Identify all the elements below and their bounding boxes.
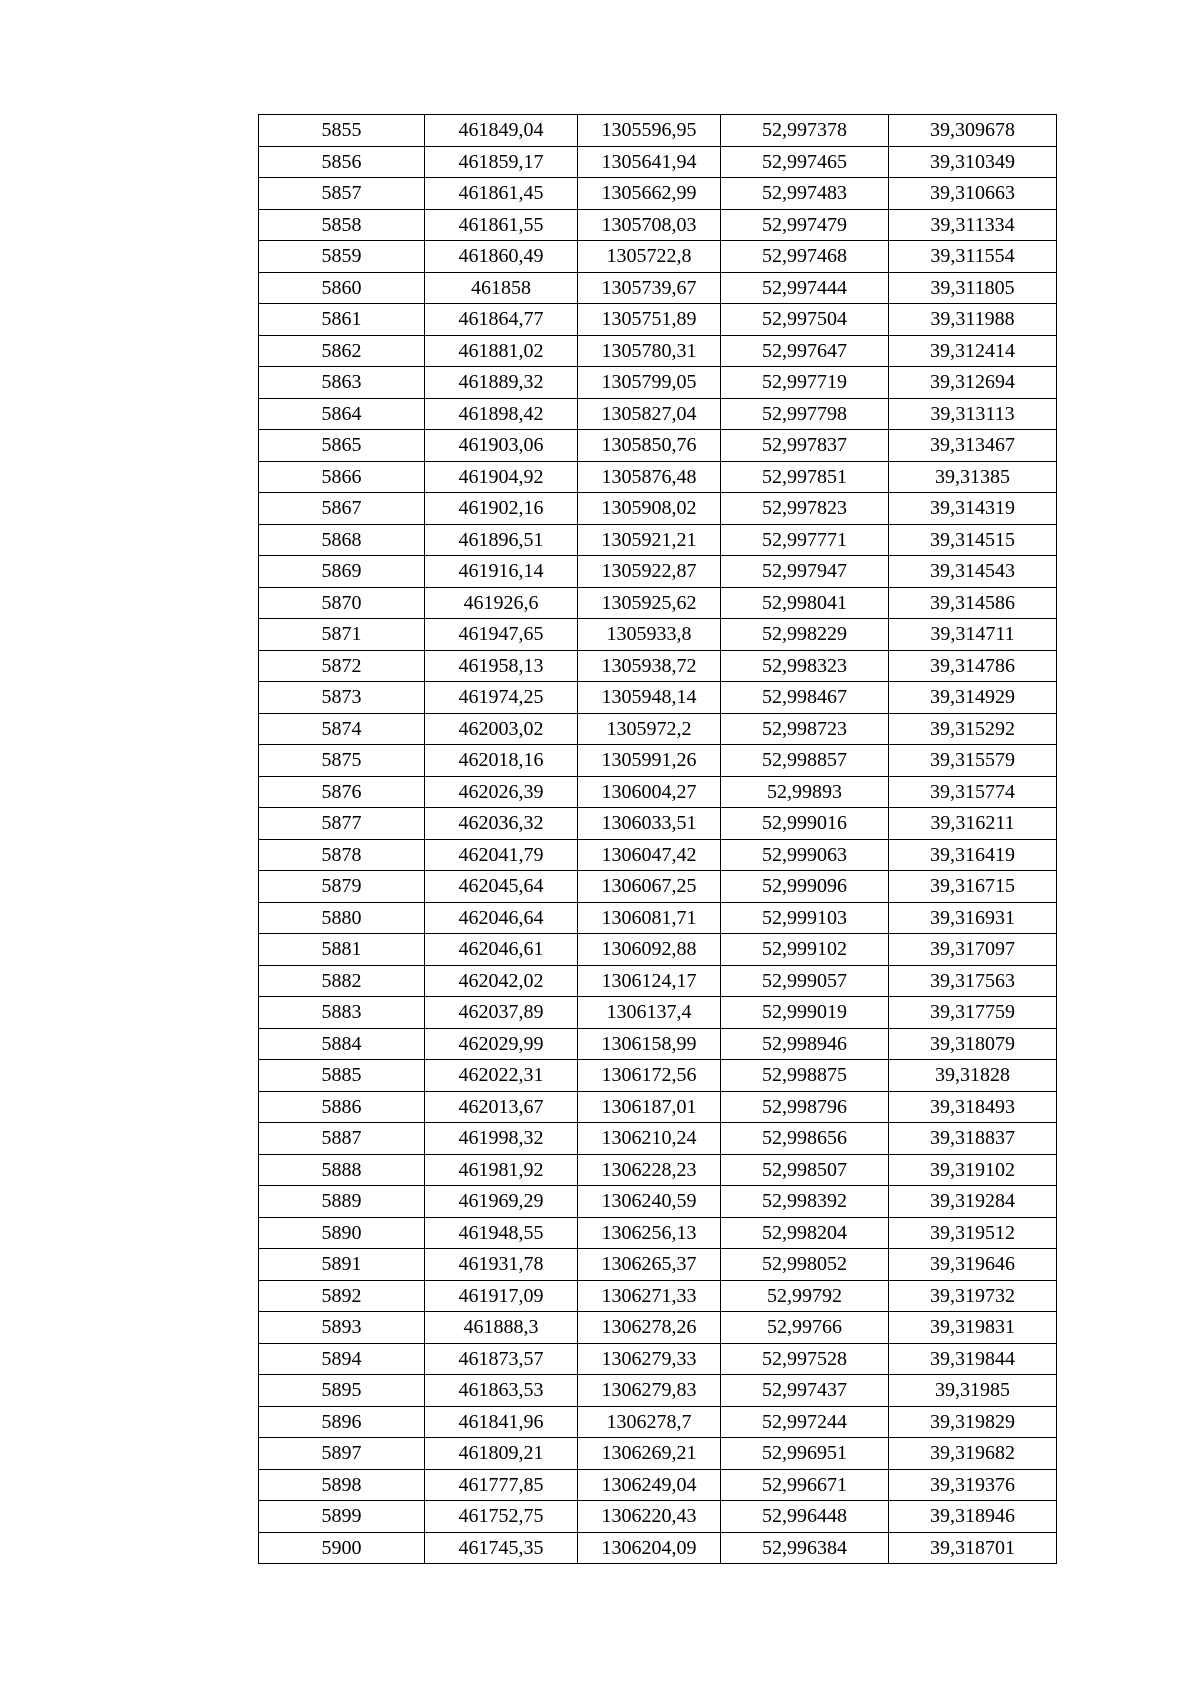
- point-number-cell: 5883: [259, 997, 425, 1029]
- x-coordinate-cell: 461858: [425, 272, 578, 304]
- y-coordinate-cell: 1306256,13: [578, 1217, 721, 1249]
- table-row: [259, 1501, 1057, 1533]
- y-coordinate-cell: 1305933,8: [578, 619, 721, 651]
- point-number-cell: 5898: [259, 1469, 425, 1501]
- longitude-cell: 39,315579: [889, 745, 1057, 777]
- longitude-cell: 39,314319: [889, 493, 1057, 525]
- longitude-cell: 39,315292: [889, 713, 1057, 745]
- x-coordinate-cell: 461903,06: [425, 430, 578, 462]
- latitude-cell: 52,997483: [721, 178, 889, 210]
- latitude-cell: 52,99792: [721, 1280, 889, 1312]
- longitude-cell: 39,314711: [889, 619, 1057, 651]
- point-number-cell: 5862: [259, 335, 425, 367]
- y-coordinate-cell: 1306210,24: [578, 1123, 721, 1155]
- table-row: [259, 146, 1057, 178]
- table-row: [259, 1280, 1057, 1312]
- latitude-cell: 52,998656: [721, 1123, 889, 1155]
- x-coordinate-cell: 461904,92: [425, 461, 578, 493]
- latitude-cell: 52,997798: [721, 398, 889, 430]
- latitude-cell: 52,996448: [721, 1501, 889, 1533]
- longitude-cell: 39,318079: [889, 1028, 1057, 1060]
- point-number-cell: 5878: [259, 839, 425, 871]
- x-coordinate-cell: 462036,32: [425, 808, 578, 840]
- table-row: [259, 178, 1057, 210]
- latitude-cell: 52,999102: [721, 934, 889, 966]
- table-row: [259, 650, 1057, 682]
- x-coordinate-cell: 461841,96: [425, 1406, 578, 1438]
- table-row: [259, 871, 1057, 903]
- y-coordinate-cell: 1306124,17: [578, 965, 721, 997]
- x-coordinate-cell: 461861,45: [425, 178, 578, 210]
- point-number-cell: 5861: [259, 304, 425, 336]
- latitude-cell: 52,997647: [721, 335, 889, 367]
- latitude-cell: 52,998467: [721, 682, 889, 714]
- point-number-cell: 5897: [259, 1438, 425, 1470]
- x-coordinate-cell: 461898,42: [425, 398, 578, 430]
- y-coordinate-cell: 1305922,87: [578, 556, 721, 588]
- longitude-cell: 39,314515: [889, 524, 1057, 556]
- point-number-cell: 5857: [259, 178, 425, 210]
- longitude-cell: 39,319682: [889, 1438, 1057, 1470]
- longitude-cell: 39,311805: [889, 272, 1057, 304]
- x-coordinate-cell: 461752,75: [425, 1501, 578, 1533]
- point-number-cell: 5864: [259, 398, 425, 430]
- longitude-cell: 39,314543: [889, 556, 1057, 588]
- point-number-cell: 5874: [259, 713, 425, 745]
- table-row: [259, 839, 1057, 871]
- y-coordinate-cell: 1306067,25: [578, 871, 721, 903]
- x-coordinate-cell: 461948,55: [425, 1217, 578, 1249]
- longitude-cell: 39,319284: [889, 1186, 1057, 1218]
- latitude-cell: 52,998229: [721, 619, 889, 651]
- y-coordinate-cell: 1306279,83: [578, 1375, 721, 1407]
- longitude-cell: 39,314786: [889, 650, 1057, 682]
- longitude-cell: 39,318493: [889, 1091, 1057, 1123]
- latitude-cell: 52,998875: [721, 1060, 889, 1092]
- latitude-cell: 52,997437: [721, 1375, 889, 1407]
- latitude-cell: 52,999096: [721, 871, 889, 903]
- y-coordinate-cell: 1306092,88: [578, 934, 721, 966]
- longitude-cell: 39,311334: [889, 209, 1057, 241]
- longitude-cell: 39,316211: [889, 808, 1057, 840]
- longitude-cell: 39,316419: [889, 839, 1057, 871]
- longitude-cell: 39,319844: [889, 1343, 1057, 1375]
- point-number-cell: 5892: [259, 1280, 425, 1312]
- point-number-cell: 5890: [259, 1217, 425, 1249]
- longitude-cell: 39,310349: [889, 146, 1057, 178]
- y-coordinate-cell: 1305780,31: [578, 335, 721, 367]
- point-number-cell: 5870: [259, 587, 425, 619]
- y-coordinate-cell: 1306158,99: [578, 1028, 721, 1060]
- x-coordinate-cell: 462045,64: [425, 871, 578, 903]
- table-row: [259, 965, 1057, 997]
- table-row: [259, 619, 1057, 651]
- latitude-cell: 52,997468: [721, 241, 889, 273]
- latitude-cell: 52,999103: [721, 902, 889, 934]
- longitude-cell: 39,31828: [889, 1060, 1057, 1092]
- y-coordinate-cell: 1306172,56: [578, 1060, 721, 1092]
- point-number-cell: 5895: [259, 1375, 425, 1407]
- latitude-cell: 52,997947: [721, 556, 889, 588]
- x-coordinate-cell: 461861,55: [425, 209, 578, 241]
- point-number-cell: 5896: [259, 1406, 425, 1438]
- table-row: [259, 587, 1057, 619]
- point-number-cell: 5868: [259, 524, 425, 556]
- table-row: [259, 997, 1057, 1029]
- table-row: [259, 1091, 1057, 1123]
- x-coordinate-cell: 461863,53: [425, 1375, 578, 1407]
- longitude-cell: 39,312694: [889, 367, 1057, 399]
- x-coordinate-cell: 461860,49: [425, 241, 578, 273]
- longitude-cell: 39,319512: [889, 1217, 1057, 1249]
- longitude-cell: 39,318946: [889, 1501, 1057, 1533]
- table-row: [259, 556, 1057, 588]
- point-number-cell: 5893: [259, 1312, 425, 1344]
- longitude-cell: 39,310663: [889, 178, 1057, 210]
- latitude-cell: 52,998052: [721, 1249, 889, 1281]
- longitude-cell: 39,319831: [889, 1312, 1057, 1344]
- x-coordinate-cell: 461889,32: [425, 367, 578, 399]
- y-coordinate-cell: 1305972,2: [578, 713, 721, 745]
- x-coordinate-cell: 461745,35: [425, 1532, 578, 1564]
- x-coordinate-cell: 461958,13: [425, 650, 578, 682]
- table-row: [259, 902, 1057, 934]
- x-coordinate-cell: 462046,61: [425, 934, 578, 966]
- table-row: [259, 304, 1057, 336]
- table-row: [259, 1532, 1057, 1564]
- longitude-cell: 39,31385: [889, 461, 1057, 493]
- x-coordinate-cell: 461902,16: [425, 493, 578, 525]
- longitude-cell: 39,319102: [889, 1154, 1057, 1186]
- y-coordinate-cell: 1305876,48: [578, 461, 721, 493]
- x-coordinate-cell: 462041,79: [425, 839, 578, 871]
- x-coordinate-cell: 462029,99: [425, 1028, 578, 1060]
- latitude-cell: 52,997378: [721, 115, 889, 147]
- x-coordinate-cell: 462013,67: [425, 1091, 578, 1123]
- x-coordinate-cell: 461873,57: [425, 1343, 578, 1375]
- y-coordinate-cell: 1305751,89: [578, 304, 721, 336]
- table-row: [259, 1312, 1057, 1344]
- table-row: [259, 524, 1057, 556]
- latitude-cell: 52,998204: [721, 1217, 889, 1249]
- longitude-cell: 39,317759: [889, 997, 1057, 1029]
- y-coordinate-cell: 1306265,37: [578, 1249, 721, 1281]
- x-coordinate-cell: 462022,31: [425, 1060, 578, 1092]
- y-coordinate-cell: 1306137,4: [578, 997, 721, 1029]
- longitude-cell: 39,309678: [889, 115, 1057, 147]
- longitude-cell: 39,315774: [889, 776, 1057, 808]
- table-row: [259, 430, 1057, 462]
- latitude-cell: 52,99893: [721, 776, 889, 808]
- point-number-cell: 5876: [259, 776, 425, 808]
- latitude-cell: 52,997528: [721, 1343, 889, 1375]
- x-coordinate-cell: 461916,14: [425, 556, 578, 588]
- table-row: [259, 1469, 1057, 1501]
- point-number-cell: 5873: [259, 682, 425, 714]
- point-number-cell: 5858: [259, 209, 425, 241]
- latitude-cell: 52,997465: [721, 146, 889, 178]
- y-coordinate-cell: 1305739,67: [578, 272, 721, 304]
- point-number-cell: 5866: [259, 461, 425, 493]
- latitude-cell: 52,998507: [721, 1154, 889, 1186]
- point-number-cell: 5875: [259, 745, 425, 777]
- y-coordinate-cell: 1305641,94: [578, 146, 721, 178]
- point-number-cell: 5882: [259, 965, 425, 997]
- table-row: [259, 398, 1057, 430]
- x-coordinate-cell: 461974,25: [425, 682, 578, 714]
- longitude-cell: 39,319829: [889, 1406, 1057, 1438]
- latitude-cell: 52,997244: [721, 1406, 889, 1438]
- y-coordinate-cell: 1306228,23: [578, 1154, 721, 1186]
- longitude-cell: 39,314929: [889, 682, 1057, 714]
- point-number-cell: 5886: [259, 1091, 425, 1123]
- y-coordinate-cell: 1306187,01: [578, 1091, 721, 1123]
- point-number-cell: 5885: [259, 1060, 425, 1092]
- y-coordinate-cell: 1305938,72: [578, 650, 721, 682]
- y-coordinate-cell: 1305925,62: [578, 587, 721, 619]
- y-coordinate-cell: 1306240,59: [578, 1186, 721, 1218]
- latitude-cell: 52,998323: [721, 650, 889, 682]
- latitude-cell: 52,999063: [721, 839, 889, 871]
- y-coordinate-cell: 1305708,03: [578, 209, 721, 241]
- latitude-cell: 52,997771: [721, 524, 889, 556]
- latitude-cell: 52,997479: [721, 209, 889, 241]
- table-row: [259, 1375, 1057, 1407]
- latitude-cell: 52,996951: [721, 1438, 889, 1470]
- y-coordinate-cell: 1306269,21: [578, 1438, 721, 1470]
- y-coordinate-cell: 1306271,33: [578, 1280, 721, 1312]
- y-coordinate-cell: 1306278,7: [578, 1406, 721, 1438]
- y-coordinate-cell: 1306278,26: [578, 1312, 721, 1344]
- y-coordinate-cell: 1306047,42: [578, 839, 721, 871]
- longitude-cell: 39,316715: [889, 871, 1057, 903]
- table-row: [259, 776, 1057, 808]
- latitude-cell: 52,997851: [721, 461, 889, 493]
- x-coordinate-cell: 461926,6: [425, 587, 578, 619]
- longitude-cell: 39,31985: [889, 1375, 1057, 1407]
- y-coordinate-cell: 1305850,76: [578, 430, 721, 462]
- table-row: [259, 1060, 1057, 1092]
- y-coordinate-cell: 1305662,99: [578, 178, 721, 210]
- longitude-cell: 39,319376: [889, 1469, 1057, 1501]
- longitude-cell: 39,319646: [889, 1249, 1057, 1281]
- table-row: [259, 241, 1057, 273]
- table-row: [259, 745, 1057, 777]
- latitude-cell: 52,997504: [721, 304, 889, 336]
- point-number-cell: 5884: [259, 1028, 425, 1060]
- x-coordinate-cell: 461998,32: [425, 1123, 578, 1155]
- x-coordinate-cell: 461809,21: [425, 1438, 578, 1470]
- table-row: [259, 1154, 1057, 1186]
- table-row: [259, 493, 1057, 525]
- latitude-cell: 52,998041: [721, 587, 889, 619]
- x-coordinate-cell: 462018,16: [425, 745, 578, 777]
- point-number-cell: 5859: [259, 241, 425, 273]
- x-coordinate-cell: 461881,02: [425, 335, 578, 367]
- longitude-cell: 39,317563: [889, 965, 1057, 997]
- point-number-cell: 5879: [259, 871, 425, 903]
- point-number-cell: 5881: [259, 934, 425, 966]
- table-row: [259, 367, 1057, 399]
- y-coordinate-cell: 1305596,95: [578, 115, 721, 147]
- x-coordinate-cell: 461931,78: [425, 1249, 578, 1281]
- longitude-cell: 39,311554: [889, 241, 1057, 273]
- point-number-cell: 5894: [259, 1343, 425, 1375]
- coordinates-table: [258, 114, 1057, 1564]
- latitude-cell: 52,999019: [721, 997, 889, 1029]
- latitude-cell: 52,998857: [721, 745, 889, 777]
- longitude-cell: 39,311988: [889, 304, 1057, 336]
- point-number-cell: 5899: [259, 1501, 425, 1533]
- latitude-cell: 52,998796: [721, 1091, 889, 1123]
- table-row: [259, 1438, 1057, 1470]
- longitude-cell: 39,318837: [889, 1123, 1057, 1155]
- table-row: [259, 1028, 1057, 1060]
- latitude-cell: 52,997719: [721, 367, 889, 399]
- y-coordinate-cell: 1306081,71: [578, 902, 721, 934]
- latitude-cell: 52,997444: [721, 272, 889, 304]
- table-row: [259, 1217, 1057, 1249]
- table-row: [259, 1343, 1057, 1375]
- longitude-cell: 39,316931: [889, 902, 1057, 934]
- y-coordinate-cell: 1305827,04: [578, 398, 721, 430]
- longitude-cell: 39,319732: [889, 1280, 1057, 1312]
- latitude-cell: 52,998946: [721, 1028, 889, 1060]
- longitude-cell: 39,318701: [889, 1532, 1057, 1564]
- y-coordinate-cell: 1305799,05: [578, 367, 721, 399]
- y-coordinate-cell: 1305722,8: [578, 241, 721, 273]
- x-coordinate-cell: 461777,85: [425, 1469, 578, 1501]
- latitude-cell: 52,998723: [721, 713, 889, 745]
- y-coordinate-cell: 1305991,26: [578, 745, 721, 777]
- latitude-cell: 52,997837: [721, 430, 889, 462]
- point-number-cell: 5865: [259, 430, 425, 462]
- point-number-cell: 5863: [259, 367, 425, 399]
- latitude-cell: 52,996671: [721, 1469, 889, 1501]
- x-coordinate-cell: 461969,29: [425, 1186, 578, 1218]
- point-number-cell: 5871: [259, 619, 425, 651]
- table-row: [259, 1406, 1057, 1438]
- latitude-cell: 52,998392: [721, 1186, 889, 1218]
- y-coordinate-cell: 1305948,14: [578, 682, 721, 714]
- x-coordinate-cell: 461849,04: [425, 115, 578, 147]
- x-coordinate-cell: 461864,77: [425, 304, 578, 336]
- x-coordinate-cell: 462026,39: [425, 776, 578, 808]
- y-coordinate-cell: 1306004,27: [578, 776, 721, 808]
- y-coordinate-cell: 1306220,43: [578, 1501, 721, 1533]
- table-row: [259, 934, 1057, 966]
- table-row: [259, 808, 1057, 840]
- point-number-cell: 5880: [259, 902, 425, 934]
- point-number-cell: 5900: [259, 1532, 425, 1564]
- x-coordinate-cell: 461888,3: [425, 1312, 578, 1344]
- y-coordinate-cell: 1305921,21: [578, 524, 721, 556]
- x-coordinate-cell: 462042,02: [425, 965, 578, 997]
- table-row: [259, 1123, 1057, 1155]
- longitude-cell: 39,314586: [889, 587, 1057, 619]
- longitude-cell: 39,313113: [889, 398, 1057, 430]
- y-coordinate-cell: 1306033,51: [578, 808, 721, 840]
- latitude-cell: 52,999016: [721, 808, 889, 840]
- x-coordinate-cell: 461947,65: [425, 619, 578, 651]
- y-coordinate-cell: 1306249,04: [578, 1469, 721, 1501]
- x-coordinate-cell: 462003,02: [425, 713, 578, 745]
- x-coordinate-cell: 461859,17: [425, 146, 578, 178]
- x-coordinate-cell: 462037,89: [425, 997, 578, 1029]
- point-number-cell: 5856: [259, 146, 425, 178]
- point-number-cell: 5877: [259, 808, 425, 840]
- table-row: [259, 682, 1057, 714]
- x-coordinate-cell: 461981,92: [425, 1154, 578, 1186]
- table-row: [259, 1186, 1057, 1218]
- table-row: [259, 335, 1057, 367]
- coordinates-table-body: [259, 115, 1057, 1564]
- point-number-cell: 5869: [259, 556, 425, 588]
- table-row: [259, 713, 1057, 745]
- table-row: [259, 461, 1057, 493]
- latitude-cell: 52,996384: [721, 1532, 889, 1564]
- y-coordinate-cell: 1306279,33: [578, 1343, 721, 1375]
- point-number-cell: 5867: [259, 493, 425, 525]
- point-number-cell: 5872: [259, 650, 425, 682]
- x-coordinate-cell: 461917,09: [425, 1280, 578, 1312]
- point-number-cell: 5855: [259, 115, 425, 147]
- latitude-cell: 52,99766: [721, 1312, 889, 1344]
- table-row: [259, 115, 1057, 147]
- latitude-cell: 52,999057: [721, 965, 889, 997]
- y-coordinate-cell: 1305908,02: [578, 493, 721, 525]
- y-coordinate-cell: 1306204,09: [578, 1532, 721, 1564]
- table-row: [259, 272, 1057, 304]
- x-coordinate-cell: 462046,64: [425, 902, 578, 934]
- point-number-cell: 5887: [259, 1123, 425, 1155]
- table-row: [259, 1249, 1057, 1281]
- longitude-cell: 39,312414: [889, 335, 1057, 367]
- point-number-cell: 5888: [259, 1154, 425, 1186]
- point-number-cell: 5860: [259, 272, 425, 304]
- table-row: [259, 209, 1057, 241]
- latitude-cell: 52,997823: [721, 493, 889, 525]
- longitude-cell: 39,313467: [889, 430, 1057, 462]
- point-number-cell: 5891: [259, 1249, 425, 1281]
- x-coordinate-cell: 461896,51: [425, 524, 578, 556]
- longitude-cell: 39,317097: [889, 934, 1057, 966]
- point-number-cell: 5889: [259, 1186, 425, 1218]
